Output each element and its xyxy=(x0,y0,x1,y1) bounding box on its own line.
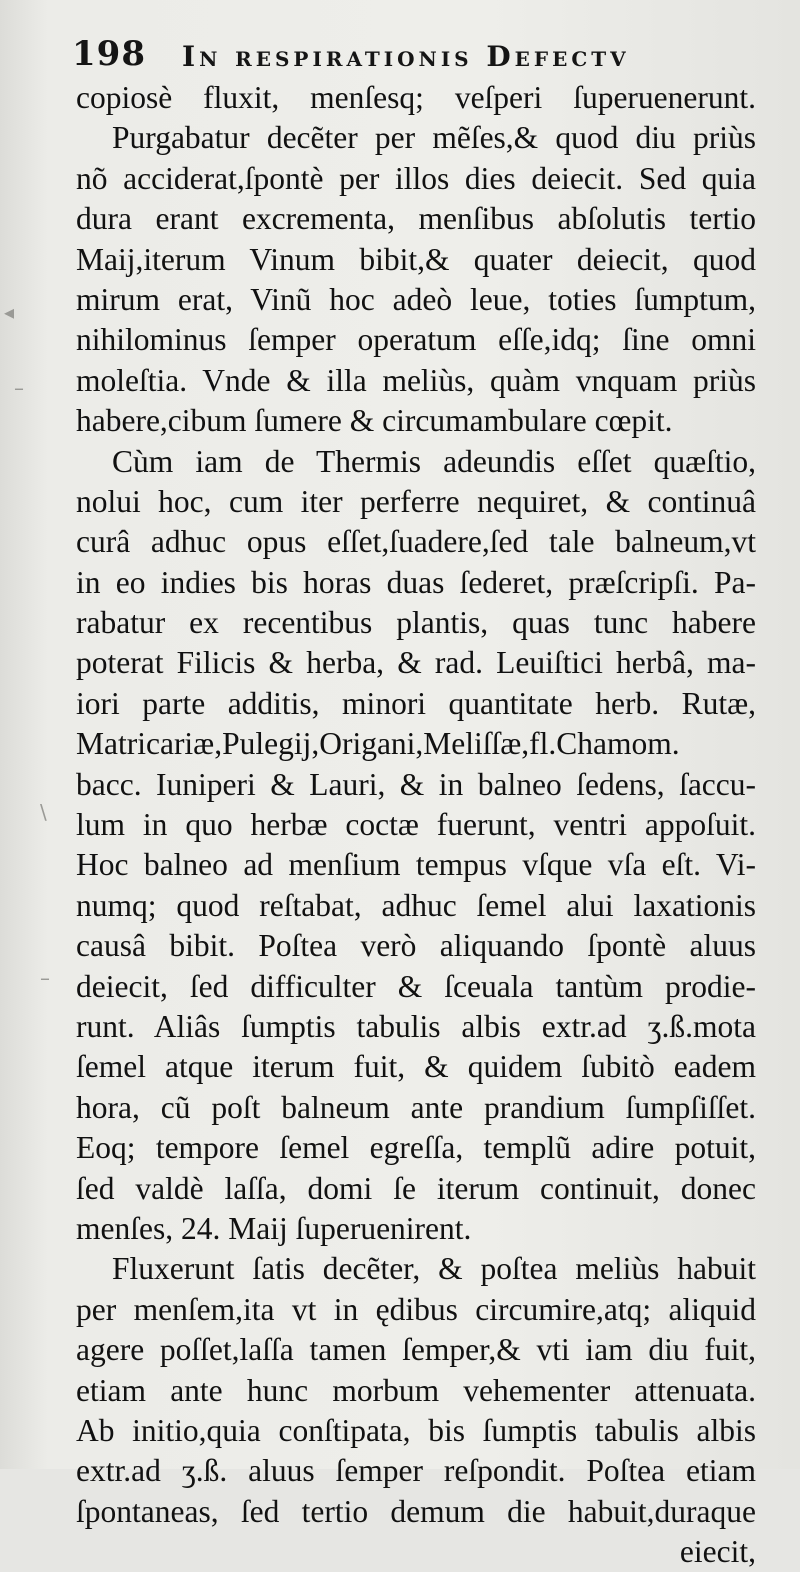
text-line: dura erant excrementa, menſibus abſolutis tertio xyxy=(76,201,756,237)
text-line: Cùm iam de Thermis adeundis eſſet quæſtio, xyxy=(112,443,756,479)
text-line: poterat Filicis & herba, & rad. Leuiſtici herbâ, ma- xyxy=(76,645,756,681)
text-line: nolui hoc, cum iter perferre nequiret, & continuâ xyxy=(76,483,756,519)
catchword: eiecit, xyxy=(679,1534,756,1570)
text-line: rabatur ex recentibus plantis, quas tunc habere xyxy=(76,605,756,641)
text-line: menſes, 24. Maij ſuperuenirent. xyxy=(76,1210,472,1246)
text-line: extr.ad ʒ.ß. aluus ſemper reſpondit. Poſtea etiam xyxy=(76,1453,756,1489)
page-edge-mark: – xyxy=(40,966,50,990)
text-line: Maij,iterum Vinum bibit,& quater deiecit, quod xyxy=(76,241,756,277)
text-line: Hoc balneo ad menſium tempus vſque vſa eſt. Vi- xyxy=(76,847,756,883)
body-text xyxy=(76,78,756,1572)
text-line: Matricariæ,Pulegij,Origani,Meliſſæ,fl.Chamom. xyxy=(76,726,680,762)
text-line: habere,cibum ſumere & circumambulare cœpit. xyxy=(76,403,673,439)
text-line: iori parte additis, minori quantitate herb. Rutæ, xyxy=(76,685,756,721)
page-header xyxy=(72,30,762,78)
page-number: 198 xyxy=(72,34,146,74)
text-line: nihilominus ſemper operatum eſſe,idq; ſine omni xyxy=(76,322,756,358)
text-line: hora, cũ poſt balneum ante prandium ſumpſiſſet. xyxy=(76,1089,756,1125)
text-line: nõ acciderat,ſpontè per illos dies deiecit. Sed quia xyxy=(76,160,756,196)
text-line: mirum erat, Vinũ hoc adeò leue, toties ſumptum, xyxy=(76,281,756,317)
text-line: bacc. Iuniperi & Lauri, & in balneo ſedens, ſaccu- xyxy=(76,766,756,802)
page-edge-mark: \ xyxy=(40,800,47,824)
text-line: ſpontaneas, ſed tertio demum die habuit,duraque xyxy=(76,1493,756,1529)
text-line: moleſtia. Vnde & illa meliùs, quàm vnquam priùs xyxy=(76,362,756,398)
text-line: ſemel atque iterum fuit, & quidem ſubitò eadem xyxy=(76,1049,756,1085)
text-line: copiosè fluxit, menſesq; veſperi ſuperuenerunt. xyxy=(76,80,756,115)
text-line: curâ adhuc opus eſſet,ſuadere,ſed tale balneum,vt xyxy=(76,524,756,560)
text-line: per menſem,ita vt in ędibus circumire,atq; aliquid xyxy=(76,1291,756,1327)
running-head: In respirationis Defectv xyxy=(182,40,630,73)
text-line: lum in quo herbæ coctæ fuerunt, ventri appoſuit. xyxy=(76,807,756,843)
text-line: in eo indies bis horas duas ſederet, præſcripſi. Pa- xyxy=(76,564,756,600)
text-line: numq; quod reſtabat, adhuc ſemel alui laxationis xyxy=(76,887,756,923)
text-line: deiecit, ſed difficulter & ſceuala tantùm prodie- xyxy=(76,968,756,1004)
page-edge-mark: ◂ xyxy=(4,300,15,324)
page-edge-mark: – xyxy=(14,376,24,400)
text-line: agere poſſet,laſſa tamen ſemper,& vti iam diu fuit, xyxy=(76,1332,756,1368)
text-line: ſed valdè laſſa, domi ſe iterum continuit, donec xyxy=(76,1170,756,1206)
text-line: etiam ante hunc morbum vehementer attenuata. xyxy=(76,1372,756,1408)
text-line: Eoq; tempore ſemel egreſſa, templũ adire potuit, xyxy=(76,1130,756,1166)
text-line: Purgabatur decẽter per mẽſes,& quod diu priùs xyxy=(112,120,756,156)
text-line: runt. Aliâs ſumptis tabulis albis extr.ad ʒ.ß.mota xyxy=(76,1008,756,1044)
text-line: Ab initio,quia conſtipata, bis ſumptis tabulis albis xyxy=(76,1412,756,1448)
text-line: causâ bibit. Poſtea verò aliquando ſpontè aluus xyxy=(76,928,756,964)
text-line: Fluxerunt ſatis decẽter, & poſtea meliùs habuit xyxy=(112,1251,756,1287)
